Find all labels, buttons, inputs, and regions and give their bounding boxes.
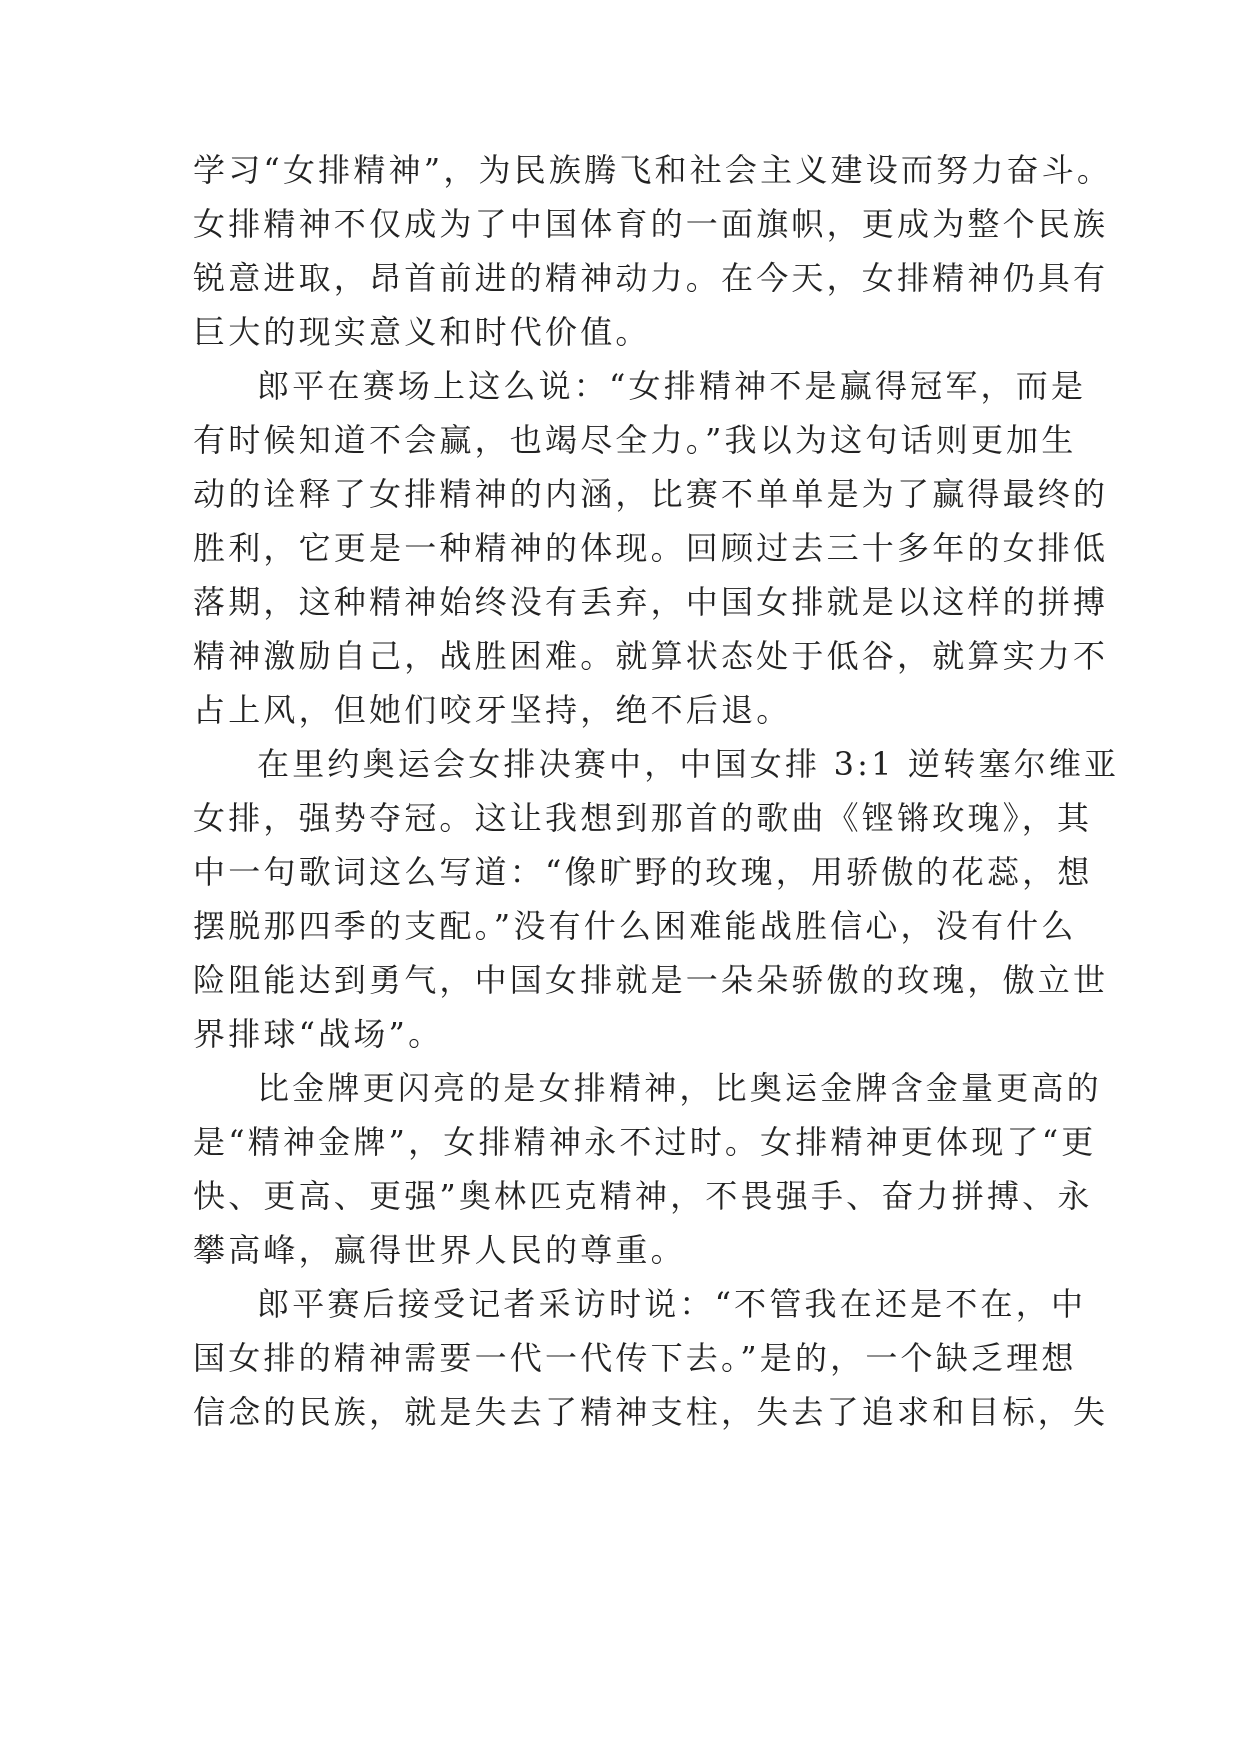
paragraph-first-line: 郎平赛后接受记者采访时说：“不管我在还是不在，中	[257, 1285, 1087, 1323]
text-line: 信念的民族，就是失去了精神支柱，失去了追求和目标，失	[193, 1393, 1109, 1431]
text-line: 胜利，它更是一种精神的体现。回顾过去三十多年的女排低	[193, 529, 1109, 567]
text-line: 学习“女排精神”，为民族腾飞和社会主义建设而努力奋斗。	[193, 151, 1113, 189]
text-line: 精神激励自己，战胜困难。就算状态处于低谷，就算实力不	[193, 637, 1109, 675]
text-line: 占上风，但她们咬牙坚持，绝不后退。	[193, 691, 792, 729]
text-line: 巨大的现实意义和时代价值。	[193, 313, 651, 351]
paragraph-first-line: 郎平在赛场上这么说：“女排精神不是赢得冠军，而是	[257, 367, 1087, 405]
text-line: 中一句歌词这么写道：“像旷野的玫瑰，用骄傲的花蕊，想	[193, 853, 1093, 891]
text-line: 女排精神不仅成为了中国体育的一面旗帜，更成为整个民族	[193, 205, 1109, 243]
paragraph-first-line: 比金牌更闪亮的是女排精神，比奥运金牌含金量更高的	[257, 1069, 1102, 1107]
text-line: 摆脱那四季的支配。”没有什么困难能战胜信心，没有什么	[193, 907, 1077, 945]
text-line: 女排，强势夺冠。这让我想到那首的歌曲《铿锵玫瑰》，其	[193, 799, 1093, 837]
text-line: 国女排的精神需要一代一代传下去。”是的，一个缺乏理想	[193, 1339, 1077, 1377]
text-line: 落期，这种精神始终没有丢弃，中国女排就是以这样的拼搏	[193, 583, 1109, 621]
text-line: 攀高峰，赢得世界人民的尊重。	[193, 1231, 686, 1269]
text-line: 快、更高、更强”奥林匹克精神，不畏强手、奋力拼搏、永	[193, 1177, 1093, 1215]
text-line: 锐意进取，昂首前进的精神动力。在今天，女排精神仍具有	[193, 259, 1109, 297]
text-line: 动的诠释了女排精神的内涵，比赛不单单是为了赢得最终的	[193, 475, 1109, 513]
text-line: 有时候知道不会赢，也竭尽全力。”我以为这句话则更加生	[193, 421, 1077, 459]
text-line: 界排球“战场”。	[193, 1015, 444, 1053]
text-line: 是“精神金牌”，女排精神永不过时。女排精神更体现了“更	[193, 1123, 1097, 1161]
text-line: 险阻能达到勇气，中国女排就是一朵朵骄傲的玫瑰，傲立世	[193, 961, 1109, 999]
paragraph-first-line: 在里约奥运会女排决赛中，中国女排 3:1 逆转塞尔维亚	[257, 745, 1120, 783]
